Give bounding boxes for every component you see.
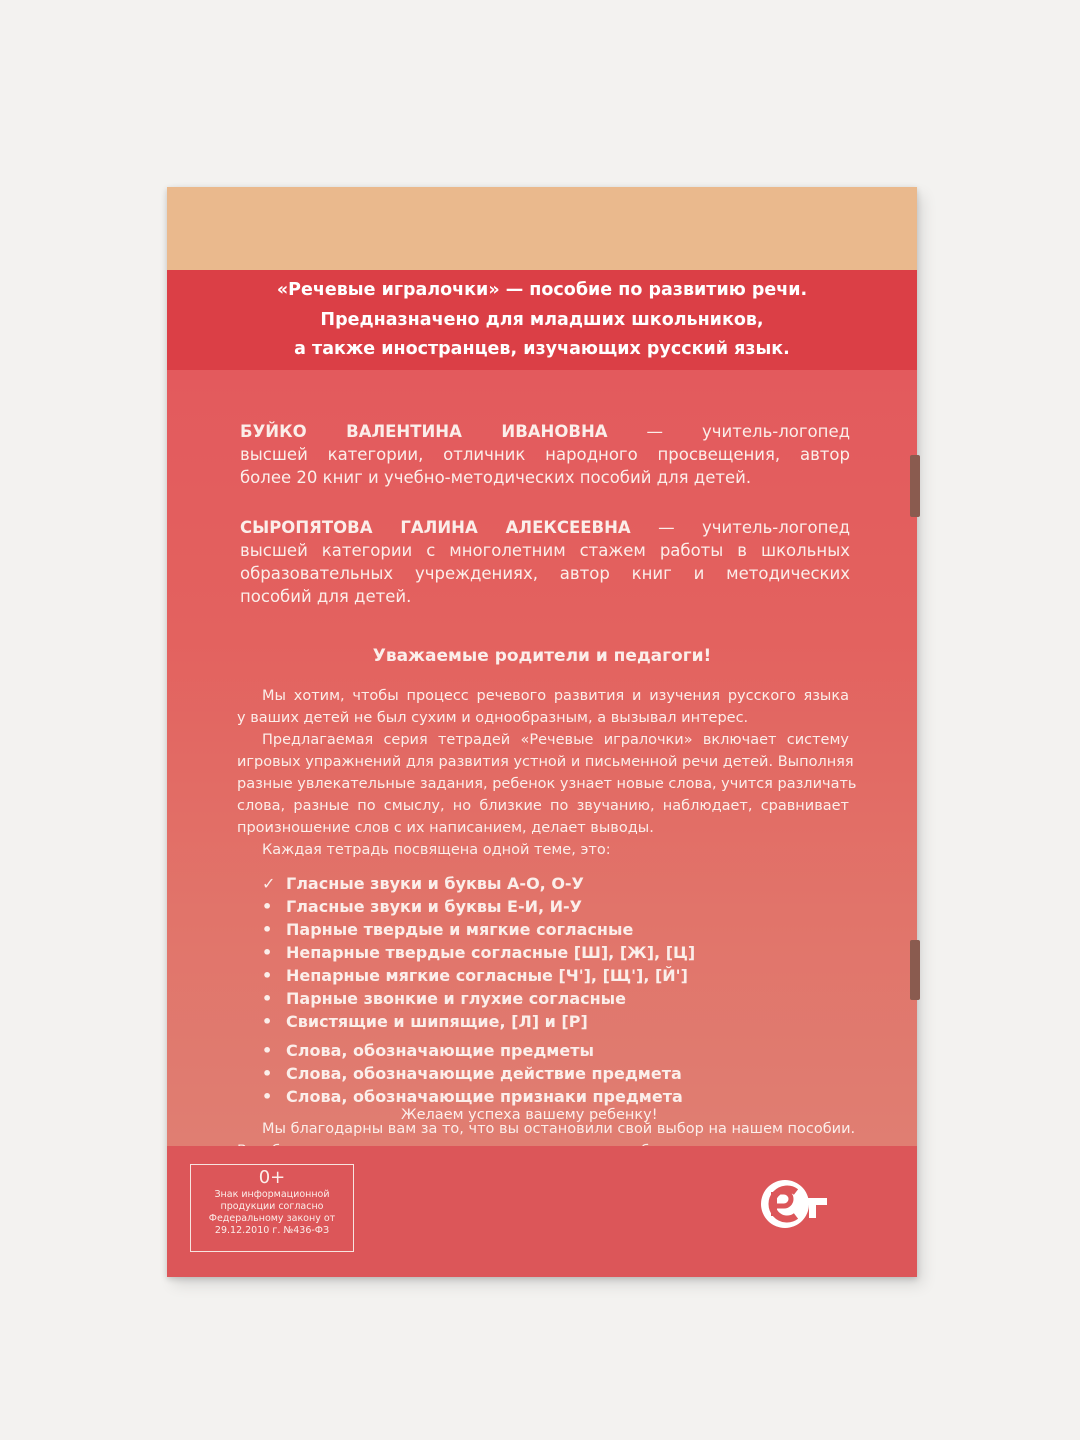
bullet-icon: • [262, 897, 273, 916]
book-back-cover [167, 187, 917, 1277]
topic-item: • Непарные твердые согласные [Ш], [Ж], [Ц] [262, 943, 696, 962]
age-rating-box [190, 1164, 354, 1252]
bullet-icon: • [262, 1012, 273, 1031]
paragraph-2-line-5: произношение слов с их написанием, делает выводы. [237, 820, 654, 836]
paragraph-2-line-3: разные увлекательные задания, ребенок узнает новые слова, учится различать [237, 776, 857, 792]
bullet-icon: • [262, 1087, 273, 1106]
bullet-icon: • [262, 966, 273, 985]
age-notice-line-2: продукции согласно [220, 1201, 324, 1212]
paragraph-3: Каждая тетрадь посвящена одной теме, это: [262, 842, 611, 858]
age-notice-line-4: 29.12.2010 г. №436-ФЗ [214, 1225, 330, 1236]
paragraph-2-line-2: игровых упражнений для развития устной и письменной речи детей. Выполняя [237, 754, 854, 770]
author-2-line-4: пособий для детей. [240, 587, 412, 606]
bullet-icon: • [262, 943, 273, 962]
bullet-icon: • [262, 1064, 273, 1083]
rst-certification-logo [759, 1178, 831, 1230]
closing-line-1: Мы благодарны вам за то, что вы остановили свой выбор на нашем пособии. [262, 1121, 856, 1137]
paragraph-2-line-4: слова, разные по смыслу, но близкие по звучанию, наблюдает, сравнивает [237, 798, 849, 814]
topic-item: • Слова, обозначающие действие предмета [262, 1064, 682, 1083]
topic-item: • Парные звонкие и глухие согласные [262, 989, 626, 1008]
author-1-role: — учитель-логопед [607, 422, 850, 441]
binding-tab [910, 940, 920, 1000]
author-2-line-3: образовательных учреждениях, автор книг и методических [240, 564, 850, 583]
author-1-name: БУЙКО ВАЛЕНТИНА ИВАНОВНА [240, 422, 608, 441]
author-1-line-3: более 20 книг и учебно-методических пособий для детей. [240, 468, 752, 487]
topic-item: • Свистящие и шипящие, [Л] и [Р] [262, 1012, 588, 1031]
topic-item: • Слова, обозначающие признаки предмета [262, 1087, 683, 1106]
banner-line-3: а также иностранцев, изучающих русский язык. [294, 339, 790, 359]
age-notice-line-3: Федеральному закону от [208, 1213, 336, 1224]
top-beige-band [167, 187, 917, 270]
topic-item: ✓ Гласные звуки и буквы А-О, О-У [262, 874, 584, 893]
bullet-icon: • [262, 989, 273, 1008]
greeting-heading: Уважаемые родители и педагоги! [372, 646, 712, 666]
author-2-line-1 [240, 518, 850, 537]
banner-line-2: Предназначено для младших школьников, [320, 310, 764, 330]
author-2-name: СЫРОПЯТОВА ГАЛИНА АЛЕКСЕЕВНА [240, 518, 631, 537]
topic-item: • Гласные звуки и буквы Е-И, И-У [262, 897, 583, 916]
bullet-icon: • [262, 920, 273, 939]
author-2-role: — учитель-логопед [630, 518, 850, 537]
author-1-line-2: высшей категории, отличник народного просвещения, автор [240, 445, 850, 464]
description-banner [167, 270, 917, 370]
banner-line-1: «Речевые игралочки» — пособие по развитию речи. [276, 280, 808, 300]
topic-item: • Слова, обозначающие предметы [262, 1041, 594, 1060]
paragraph-1-line-2: у ваших детей не был сухим и однообразным, а вызывал интерес. [237, 710, 749, 726]
closing-wish: Желаем успеха вашему ребенку! [401, 1107, 658, 1123]
topic-item: • Непарные мягкие согласные [Ч'], [Щ'], [Й'] [262, 966, 688, 985]
paragraph-1-line-1: Мы хотим, чтобы процесс речевого развития и изучения русского языка [262, 688, 849, 704]
binding-tab [910, 455, 920, 517]
author-2-line-2: высшей категории с многолетним стажем работы в школьных [240, 541, 850, 560]
paragraph-2-line-1: Предлагаемая серия тетрадей «Речевые игралочки» включает систему [262, 732, 849, 748]
bullet-icon: • [262, 1041, 273, 1060]
check-icon: ✓ [262, 874, 276, 893]
age-notice-line-1: Знак информационной [214, 1189, 330, 1200]
age-rating: 0+ [258, 1167, 286, 1188]
content-area [167, 370, 917, 1146]
author-1-line-1 [240, 422, 850, 441]
topic-item: • Парные твердые и мягкие согласные [262, 920, 634, 939]
